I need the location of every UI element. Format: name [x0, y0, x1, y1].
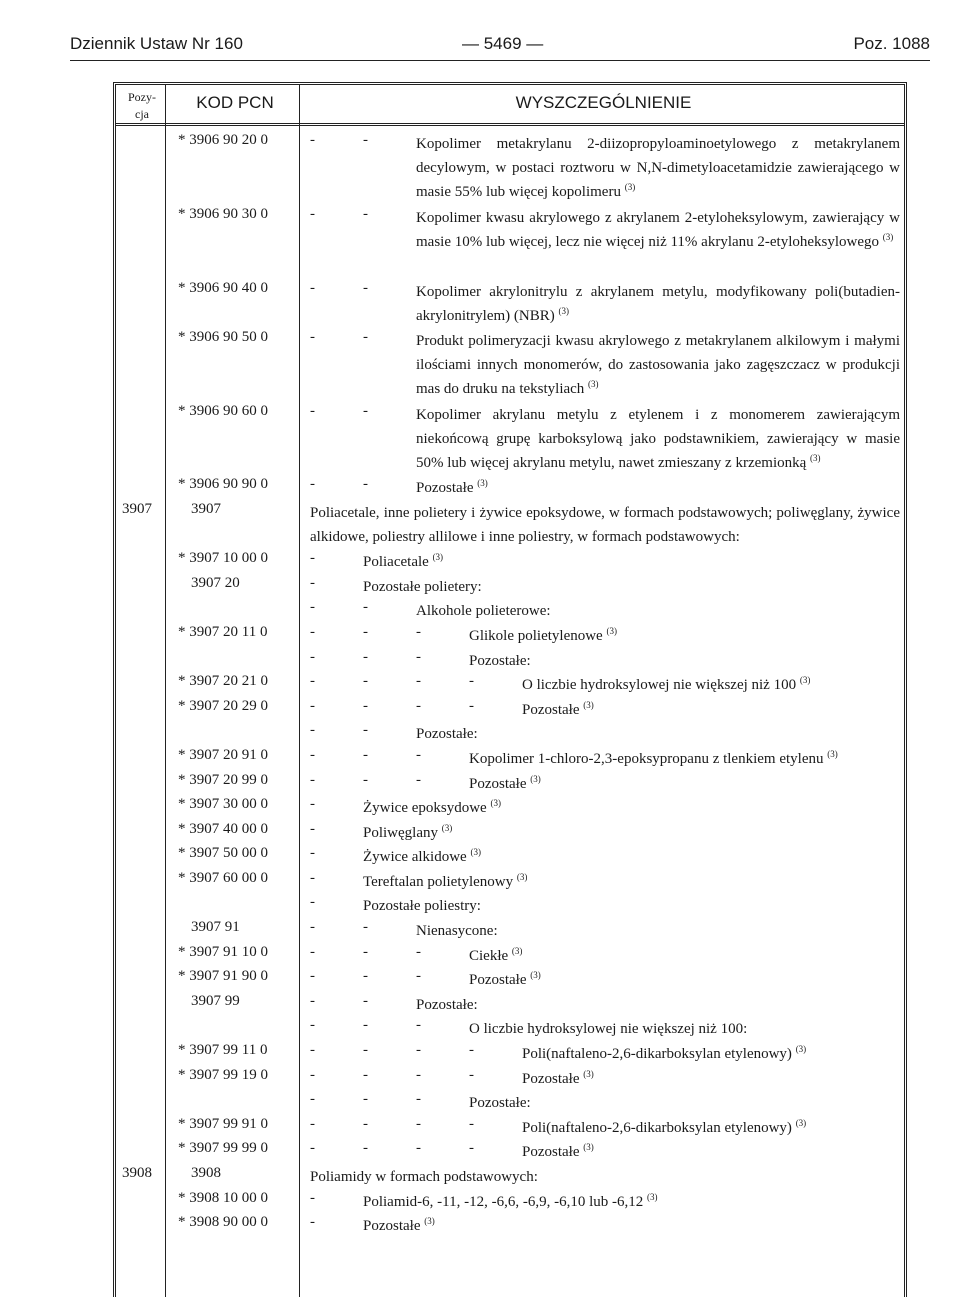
footnote-marker: (3) [583, 699, 594, 710]
row-description-text: Poli(naftaleno-2,6-dikarboksylan etylenowy) [522, 1119, 792, 1136]
row-description-text: Pozostałe: [416, 996, 478, 1013]
table-row [116, 1111, 904, 1136]
footnote-marker: (3) [530, 773, 541, 784]
row-kod-pcn: * 3907 20 21 0 [178, 673, 268, 690]
row-kod-pcn: * 3907 20 29 0 [178, 697, 268, 714]
row-kod-pcn: * 3907 20 91 0 [178, 746, 268, 763]
indent-dashes: - - - - [310, 1066, 474, 1083]
footnote-marker: (3) [588, 378, 599, 389]
indent-dashes: - - - - [310, 1042, 474, 1059]
row-description-text: Poliacetale [363, 554, 429, 571]
row-kod-pcn: * 3906 90 30 0 [178, 205, 268, 222]
row-kod-pcn: * 3907 20 11 0 [178, 623, 268, 640]
tariff-table [113, 82, 907, 1297]
row-kod-pcn: * 3907 50 00 0 [178, 845, 268, 862]
indent-dashes: - - [310, 205, 368, 222]
footnote-marker: (3) [624, 182, 636, 192]
row-description-text: Poliamidy w formach podstawowych: [310, 1169, 538, 1185]
row-description [416, 132, 900, 204]
table-row [116, 668, 904, 693]
row-kod-pcn: 3908 [191, 1165, 221, 1181]
row-kod-pcn: * 3906 90 40 0 [178, 279, 268, 296]
row-kod-pcn: * 3907 99 91 0 [178, 1115, 268, 1132]
row-description-text: Kopolimer 1-chloro-2,3-epoksypropanu z tlenkiem etylenu [469, 750, 824, 767]
table-row [116, 1012, 904, 1037]
row-kod-pcn: * 3907 40 00 0 [178, 820, 268, 837]
indent-dashes: - [310, 845, 315, 862]
indent-dashes: - - [310, 402, 368, 419]
row-kod-pcn: * 3907 91 10 0 [178, 943, 268, 960]
row-kod-pcn: * 3906 90 90 0 [178, 476, 268, 493]
row-description-text: O liczbie hydroksylowej nie większej niż 100: [469, 1021, 748, 1038]
page-header [70, 28, 930, 61]
row-kod-pcn: * 3907 60 00 0 [178, 869, 268, 886]
row-description-text: O liczbie hydroksylowej nie większej niż 100 [522, 677, 797, 694]
indent-dashes: - [310, 1214, 315, 1231]
row-description-text: Glikole polietylenowe [469, 627, 603, 644]
indent-dashes: - - - [310, 648, 421, 665]
table-row [116, 791, 904, 816]
row-pozycja: 3908 [122, 1165, 152, 1181]
table-row [116, 693, 904, 718]
indent-dashes: - - [310, 328, 368, 345]
table-row [116, 963, 904, 988]
indent-dashes: - - [310, 476, 368, 493]
indent-dashes: - - - [310, 1091, 421, 1108]
indent-dashes: - - [310, 992, 368, 1009]
table-row [116, 1209, 904, 1234]
table-row [116, 988, 904, 1013]
table-row [116, 717, 904, 742]
row-description [363, 1214, 900, 1238]
row-kod-pcn: * 3907 99 99 0 [178, 1140, 268, 1157]
row-description-text: Żywice alkidowe [363, 849, 467, 866]
row-description-text: Poliamid-6, -11, -12, -6,6, -6,9, -6,10 lub -6,12 [363, 1193, 644, 1210]
table-row [116, 865, 904, 890]
footnote-marker: (3) [795, 1044, 807, 1055]
table-row [116, 398, 904, 472]
row-description-text: Kopolimer akrylanu metylu z etylenem i z monomerem zawierającym niekońcową grupę karboksylową jako podstawnikiem, zawierający w masie 50% lub więcej akrylanu metylu, nawet zmieszany z krzemionką [416, 406, 900, 471]
table-row [116, 127, 904, 201]
row-description-text: Tereftalan polietylenowy [363, 873, 514, 890]
table-row [116, 1086, 904, 1111]
indent-dashes: - [310, 574, 315, 591]
row-description-text: Nienasycone: [416, 923, 498, 940]
indent-dashes: - - - - [310, 1115, 474, 1132]
table-row [116, 889, 904, 914]
footnote-marker: (3) [606, 625, 617, 636]
indent-dashes: - [310, 820, 315, 837]
table-row [116, 816, 904, 841]
row-description [416, 280, 900, 328]
indent-dashes: - - [310, 132, 368, 148]
table-row [116, 1185, 904, 1210]
row-description-text: Alkohole polieterowe: [416, 603, 551, 620]
table-row [116, 201, 904, 275]
row-kod-pcn: * 3907 99 19 0 [178, 1066, 268, 1083]
row-description-text: Kopolimer metakrylanu 2-diizopropyloaminoetylowego z metakrylanem decylowym, w postaci roztworu w N,N-dimetyloacetamidzie zawierającego w masie 55% lub więcej kopolimeru [416, 136, 900, 200]
row-description-text: Pozostałe [522, 1144, 580, 1161]
indent-dashes: - - - [310, 1017, 421, 1034]
header-wyszczegolnienie: WYSZCZEGÓLNIENIE [515, 93, 692, 112]
position-number: Poz. 1088 [853, 34, 930, 53]
footnote-marker: (3) [827, 748, 838, 759]
indent-dashes: - - - [310, 771, 421, 788]
row-kod-pcn: 3907 99 [191, 992, 240, 1009]
indent-dashes: - - - - [310, 1140, 474, 1157]
footnote-marker: (3) [882, 231, 894, 242]
indent-dashes: - [310, 894, 315, 911]
row-description-text: Pozostałe [469, 775, 527, 792]
journal-title: Dziennik Ustaw Nr 160 [70, 34, 243, 53]
indent-dashes: - - [310, 599, 368, 616]
row-description-text: Pozostałe [363, 1218, 421, 1235]
indent-dashes: - - [310, 919, 368, 936]
row-description-text: Pozostałe [522, 1070, 580, 1087]
indent-dashes: - - - [310, 746, 421, 763]
row-description-text: Pozostałe [522, 701, 580, 718]
row-kod-pcn: * 3907 30 00 0 [178, 796, 268, 813]
indent-dashes: - - - - [310, 697, 474, 714]
row-description [416, 206, 900, 254]
indent-dashes: - [310, 869, 315, 886]
row-description-text: Ciekłe [469, 947, 509, 964]
row-description-text: Kopolimer akrylonitrylu z akrylanem metylu, modyfikowany poli(butadien-akrylonitrylem) (NBR) [416, 283, 900, 324]
table-row [116, 570, 904, 595]
row-description-text: Pozostałe: [469, 652, 531, 669]
table-row [116, 1135, 904, 1160]
indent-dashes: - - - [310, 943, 421, 960]
row-kod-pcn: 3907 20 [191, 574, 240, 591]
indent-dashes: - - - [310, 968, 421, 985]
table-row [116, 594, 904, 619]
row-kod-pcn: * 3908 90 00 0 [178, 1214, 268, 1231]
row-description [416, 329, 900, 401]
row-kod-pcn: * 3908 10 00 0 [178, 1189, 268, 1206]
table-row [116, 742, 904, 767]
table-body [116, 127, 904, 1234]
table-row [116, 496, 904, 545]
header-pozycja-label: Pozy- cja [128, 90, 156, 121]
footnote-marker: (3) [432, 552, 444, 563]
row-description-text: Poliacetale, inne polietery i żywice epoksydowe, w formach podstawowych; poliwęglany, żywice alkidowe, poliestry allilowe i inne poliestry, w formach podstawowych: [310, 504, 900, 545]
row-kod-pcn: * 3906 90 60 0 [178, 402, 268, 419]
footnote-marker: (3) [558, 305, 569, 316]
row-description-text: Pozostałe [416, 480, 474, 497]
footnote-marker: (3) [424, 1216, 435, 1227]
row-kod-pcn: * 3907 99 11 0 [178, 1042, 268, 1059]
row-description [416, 403, 900, 475]
indent-dashes: - - - [310, 623, 421, 640]
table-row [116, 275, 904, 324]
header-pozycja [120, 89, 164, 123]
footnote-marker: (3) [490, 798, 501, 809]
table-row [116, 619, 904, 644]
indent-dashes: - [310, 1189, 315, 1206]
table-row [116, 1062, 904, 1087]
table-header [116, 85, 904, 126]
table-row [116, 324, 904, 398]
row-kod-pcn: 3907 [191, 500, 221, 517]
footnote-marker: (3) [810, 452, 821, 463]
footnote-marker: (3) [795, 1117, 807, 1128]
header-kod-pcn: KOD PCN [196, 93, 274, 112]
row-description-text: Pozostałe: [469, 1095, 531, 1112]
row-description-text: Pozostałe poliestry: [363, 898, 481, 915]
row-description-text: Kopolimer kwasu akrylowego z akrylanem 2-etyloheksylowym, zawierający w masie 10% lub więcej, lecz nie więcej niż 11% akrylanu 2-etyloheksylowego [416, 209, 900, 250]
row-kod-pcn: 3907 91 [191, 919, 240, 936]
footnote-marker: (3) [647, 1191, 658, 1202]
footnote-marker: (3) [530, 970, 541, 981]
indent-dashes: - - [310, 279, 368, 296]
row-description [310, 501, 900, 549]
footnote-marker: (3) [477, 478, 488, 489]
row-description-text: Pozostałe polietery: [363, 578, 482, 595]
table-row [116, 1037, 904, 1062]
indent-dashes: - - - - [310, 673, 474, 690]
indent-dashes: - [310, 796, 315, 813]
row-kod-pcn: * 3906 90 50 0 [178, 328, 268, 345]
table-row [116, 1160, 904, 1185]
footnote-marker: (3) [511, 945, 523, 956]
row-kod-pcn: * 3907 91 90 0 [178, 968, 268, 985]
row-description-text: Poliwęglany [363, 824, 438, 841]
row-kod-pcn: * 3907 20 99 0 [178, 771, 268, 788]
row-description-text: Żywice epoksydowe [363, 800, 487, 817]
footnote-marker: (3) [583, 1068, 594, 1079]
table-row [116, 545, 904, 570]
footnote-marker: (3) [583, 1142, 594, 1153]
row-kod-pcn: * 3907 10 00 0 [178, 550, 268, 567]
row-kod-pcn: * 3906 90 20 0 [178, 132, 268, 148]
footnote-marker: (3) [441, 822, 453, 833]
table-row [116, 471, 904, 496]
footnote-marker: (3) [799, 675, 811, 686]
row-description-text: Pozostałe [469, 972, 527, 989]
row-pozycja: 3907 [122, 500, 152, 517]
table-row [116, 840, 904, 865]
indent-dashes: - [310, 550, 315, 567]
table-row [116, 939, 904, 964]
page-number: — 5469 — [462, 34, 544, 53]
table-row [116, 767, 904, 792]
table-row [116, 644, 904, 669]
footnote-marker: (3) [470, 847, 481, 858]
table-row [116, 914, 904, 939]
indent-dashes: - - [310, 722, 368, 739]
row-description-text: Poli(naftaleno-2,6-dikarboksylan etylenowy) [522, 1046, 792, 1063]
row-description-text: Pozostałe: [416, 726, 478, 743]
row-description-text: Produkt polimeryzacji kwasu akrylowego z metakrylanem alkilowym i małymi ilościami innych monomerów, do zastosowania jako zagęszczacz w produkcji mas do druku na tekstyliach [416, 332, 900, 397]
footnote-marker: (3) [516, 871, 528, 882]
